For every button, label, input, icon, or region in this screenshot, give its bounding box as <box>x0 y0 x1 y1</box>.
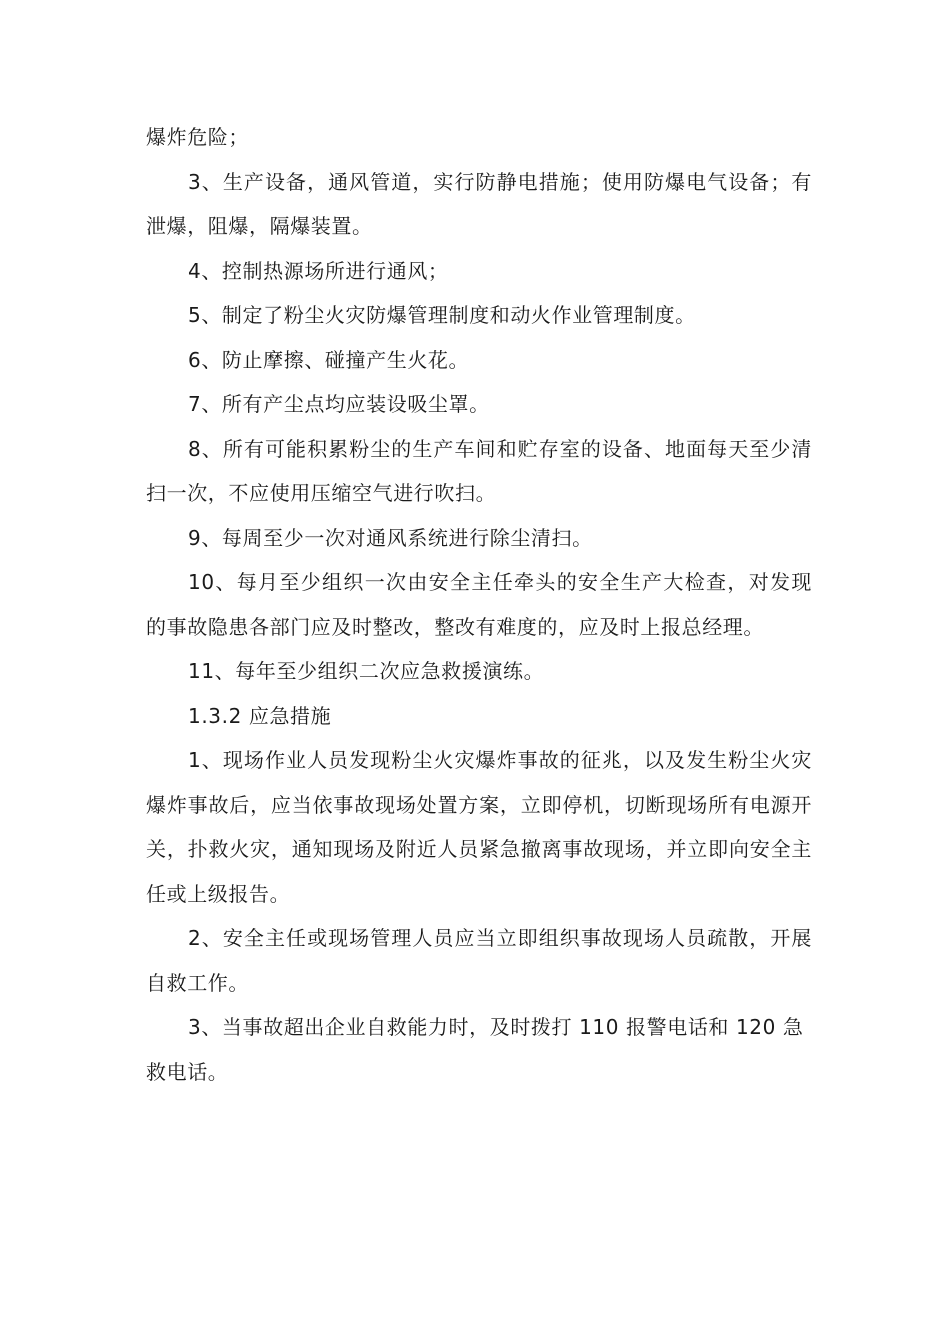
paragraph-item-4-ventilation: 4、控制热源场所进行通风； <box>188 258 449 283</box>
document-body <box>146 115 812 1094</box>
paragraph-item-11-drills: 11、每年至少组织二次应急救援演练。 <box>188 659 545 683</box>
paragraph-item-7-dust-hoods: 7、所有产尘点均应装设吸尘罩。 <box>188 392 490 416</box>
paragraph-item-6-spark-prevention: 6、防止摩擦、碰撞产生火花。 <box>188 347 470 372</box>
paragraph-measure-1-onsite-response: 1、现场作业人员发现粉尘火灾爆炸事故的征兆，以及发生粉尘火灾爆炸事故后，应当依事故现场处置方案，立即停机，切断现场所有电源开关，扑救火灾，通知现场及附近人员紧急撤离事故现场，并立即向安全主任或上级报告。 <box>146 748 812 906</box>
paragraph-item-10-monthly-inspection: 10、每月至少组织一次由安全主任牵头的安全生产大检查，对发现的事故隐患各部门应及时整改，整改有难度的，应及时上报总经理。 <box>146 570 812 639</box>
paragraph-item-5-management-rules: 5、制定了粉尘火灾防爆管理制度和动火作业管理制度。 <box>188 303 696 327</box>
section-heading-emergency-measures: 1.3.2 应急措施 <box>188 703 332 728</box>
paragraph-item-9-weekly-cleaning: 9、每周至少一次对通风系统进行除尘清扫。 <box>188 525 593 550</box>
paragraph-measure-3-emergency-calls: 3、当事故超出企业自救能力时，及时拨打 110 报警电话和 120 急救电话。 <box>146 1015 804 1084</box>
paragraph-measure-2-evacuation: 2、安全主任或现场管理人员应当立即组织事故现场人员疏散，开展自救工作。 <box>146 926 812 995</box>
paragraph-item-3-static-protection: 3、生产设备，通风管道，实行防静电措施；使用防爆电气设备；有泄爆，阻爆，隔爆装置。 <box>146 169 812 238</box>
paragraph-item-8-daily-cleaning: 8、所有可能积累粉尘的生产车间和贮存室的设备、地面每天至少清扫一次，不应使用压缩空气进行吹扫。 <box>146 436 812 505</box>
paragraph-explosion-hazard-tail: 爆炸危险； <box>146 125 249 149</box>
